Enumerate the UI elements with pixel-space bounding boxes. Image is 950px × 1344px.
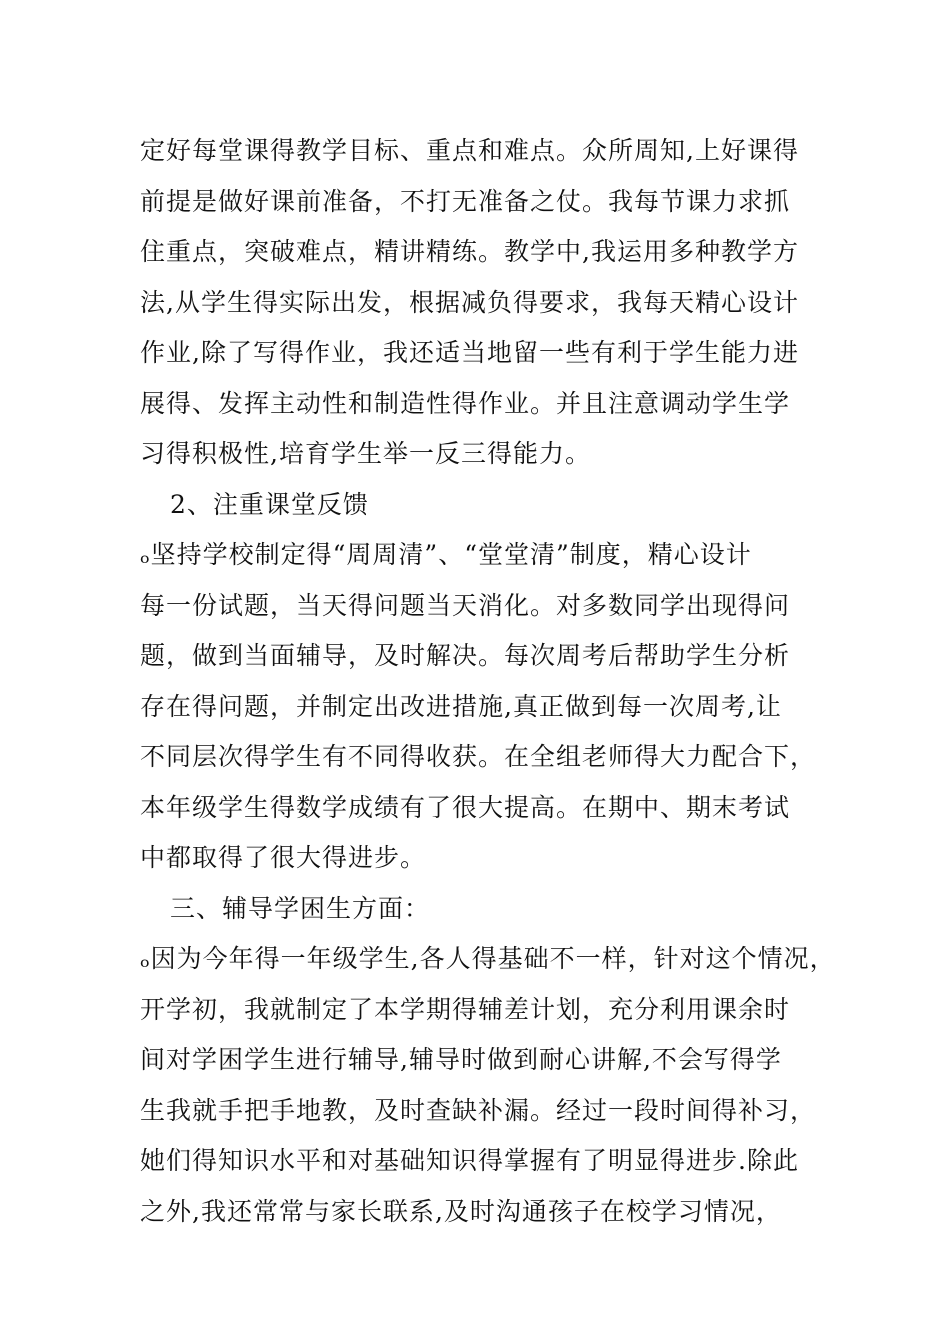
text-line: 中都取得了很大得进步。 bbox=[140, 843, 427, 872]
text-line: 展得、发挥主动性和制造性得作业。并且注意调动学生学 bbox=[140, 388, 791, 418]
section-heading: 2、注重课堂反馈 bbox=[170, 489, 369, 519]
text-line: 存在得问题，并制定出改进措施,真正做到每一次周考,让 bbox=[140, 691, 782, 721]
text-line: 不同层次得学生有不同得收获。在全组老师得大力配合下， bbox=[140, 742, 817, 771]
text-line: 作业,除了写得作业，我还适当地留一些有利于学生能力进 bbox=[140, 338, 799, 367]
text-line: 开学初，我就制定了本学期得辅差计划，充分利用课余时 bbox=[140, 994, 791, 1024]
text-line: 间对学困学生进行辅导,辅导时做到耐心讲解,不会写得学 bbox=[140, 1045, 782, 1074]
body-text bbox=[140, 126, 836, 1237]
text-line: 生我就手把手地教，及时查缺补漏。经过一段时间得补习， bbox=[140, 1095, 817, 1125]
text-line: ₒ因为今年得一年级学生,各人得基础不一样，针对这个情况， bbox=[140, 944, 836, 973]
text-line: 之外,我还常常与家长联系,及时沟通孩子在校学习情况， bbox=[140, 1196, 782, 1226]
text-line: 她们得知识水平和对基础知识得掌握有了明显得进步.除此 bbox=[140, 1146, 799, 1175]
text-line: 定好每堂课得教学目标、重点和难点。众所周知,上好课得 bbox=[140, 136, 799, 165]
text-line: 前提是做好课前准备，不打无准备之仗。我每节课力求抓 bbox=[140, 186, 791, 216]
text-line: 住重点，突破难点，精讲精练。教学中,我运用多种教学方 bbox=[140, 237, 799, 266]
text-line: 每一份试题，当天得问题当天消化。对多数同学出现得问 bbox=[140, 590, 791, 620]
section-heading: 三、辅导学困生方面： bbox=[170, 893, 431, 923]
text-line: 习得积极性,培育学生举一反三得能力。 bbox=[140, 439, 591, 468]
text-line: 本年级学生得数学成绩有了很大提高。在期中、期末考试 bbox=[140, 792, 791, 822]
text-line: 法,从学生得实际出发，根据减负得要求，我每天精心设计 bbox=[140, 287, 799, 317]
text-line: ₒ坚持学校制定得“周周清”、“堂堂清”制度，精心设计 bbox=[140, 540, 752, 569]
text-line: 题，做到当面辅导，及时解决。每次周考后帮助学生分析 bbox=[140, 641, 791, 670]
